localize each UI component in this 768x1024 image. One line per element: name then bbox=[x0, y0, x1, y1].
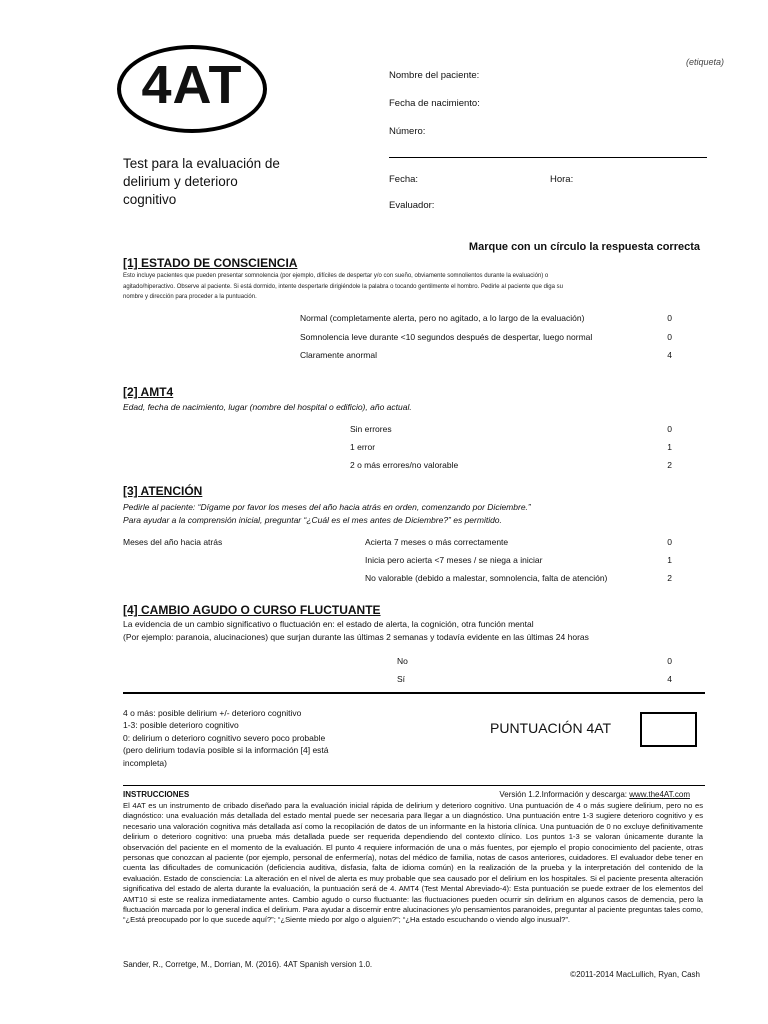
copyright-notice: ©2011-2014 MacLullich, Ryan, Cash bbox=[570, 970, 700, 979]
section-divider bbox=[123, 692, 705, 694]
field-hora: Hora: bbox=[550, 174, 574, 185]
s1-option-1: Normal (completamente alerta, pero no agitado, a lo largo de la evaluación) bbox=[300, 313, 585, 323]
s4-score-1: 0 bbox=[667, 656, 672, 666]
section-3-description-1: Pedirle al paciente: “Dígame por favor los meses del año hacia atrás en orden, comenzando por Diciembre.” bbox=[123, 502, 531, 512]
etiqueta-label: (etiqueta) bbox=[685, 57, 724, 67]
section-1-description: Esto incluye pacientes que pueden presentar somnolencia (por ejemplo, difíciles de despertar y/o con sueño, obviamente somnolientos durante la evaluación) o agitado/hiperactivo. Observe al paciente. Si está dormido, intente despertarle dirigiéndole la palabra o tocando gentilmente el hombro. Pedirle al paciente que diga su nombre y dirección para proceder a la puntuación. bbox=[123, 273, 563, 300]
s4-option-1: No bbox=[397, 656, 408, 666]
section-3-title: [3] ATENCIÓN bbox=[123, 484, 203, 498]
s3-score-3: 2 bbox=[667, 573, 672, 583]
s3-option-3: No valorable (debido a malestar, somnolencia, falta de atención) bbox=[365, 573, 608, 583]
test-subtitle: Test para la evaluación de delirium y deterioro cognitivo bbox=[123, 156, 280, 207]
website-link[interactable]: www.the4AT.com bbox=[629, 790, 690, 799]
field-fecha-nacimiento: Fecha de nacimiento: bbox=[389, 98, 480, 109]
field-evaluador: Evaluador: bbox=[389, 200, 435, 211]
s3-score-1: 0 bbox=[667, 537, 672, 547]
instructions-title: INSTRUCCIONES bbox=[123, 790, 190, 799]
s3-score-2: 1 bbox=[667, 555, 672, 565]
section-2-description: Edad, fecha de nacimiento, lugar (nombre del hospital o edificio), año actual. bbox=[123, 402, 412, 412]
section-3-description-2: Para ayudar a la comprensión inicial, preguntar “¿Cuál es el mes antes de Diciembre?” es permitido. bbox=[123, 515, 502, 525]
interp-line-2: 1-3: posible deterioro cognitivo bbox=[123, 720, 239, 731]
field-numero: Número: bbox=[389, 126, 426, 137]
logo-text: 4AT bbox=[141, 55, 243, 115]
instructions-body: El 4AT es un instrumento de cribado diseñado para la evaluación inicial rápida de delirium y deterioro cognitivo. Una puntuación de 4 o más sugiere delirium, pero no es diagnóstico: una evaluación más detallada del estado mental puede ser necesaria para llegar a un diagnóstico. Una puntuación entre 1-3 sugiere deterioro cognitivo y es necesario una valoración cognitiva más detallada así como la recopilación de datos de un informante en la historia clínica. Una puntuación de 0 no excluye definitivamente delirium o deterioro cognitivo: una prueba más detallada puede ser requerida dependiendo del contexto clínico. Los puntos 1-3 se valoran únicamente durante la observación del paciente en el momento de la evaluación. El punto 4 requiere información de una o más fuentes, por ejemplo el propio conocimiento del paciente, otras personas que conozcan al paciente (por ejemplo, personal de enfermería), notas del médico de familia, notas de casos anteriores, cuidadores. El evaluador debe tener en cuenta las dificultades de comunicación (deficiencia auditiva, disfasia, falta de idioma común) en la realización de la prueba y la interpretación del contenido de la evaluación. Estado de consciencia: La alteración en el nivel de alerta es muy probable que sea causado por el delirium en los hospitales. Si el paciente presenta alteración significativa del estado de alerta durante la evaluación, la puntuación será de 4. AMT4 (Test Mental Abreviado-4): Esta puntuación se puede extraer de los elementos del AMT10 si este se realiza inmediatamente antes. Cambio agudo o curso fluctuante: las fluctuaciones pueden ocurrir sin delirium en algunos casos de demencia, pero la fluctuación marcada por lo general indica el delirium. Para ayudar a discernir entre alucinaciones y/o pensamientos paranoides, preguntar al paciente preguntas tales como, “¿Está preocupado por lo que sucede aquí?”; “¿Siente miedo por algo o alguien?”; “¿Ha estado escuchando o viendo algo inusual?”. bbox=[123, 801, 703, 925]
field-fecha: Fecha: bbox=[389, 174, 419, 185]
reference-citation: Sander, R., Corretge, M., Dorrian, M. (2016). 4AT Spanish version 1.0. bbox=[123, 960, 373, 969]
s2-option-2: 1 error bbox=[350, 442, 376, 452]
section-4-description-2: (Por ejemplo: paranoia, alucinaciones) que surjan durante las últimas 2 semanas y todavía evidente en las últimas 24 horas bbox=[123, 632, 589, 642]
interp-line-4: (pero delirium todavía posible si la información [4] está bbox=[123, 745, 329, 756]
interp-line-1: 4 o más: posible delirium +/- deterioro cognitivo bbox=[123, 708, 302, 718]
s2-score-3: 2 bbox=[667, 460, 672, 470]
section-4-description-1: La evidencia de un cambio significativo o fluctuación en: el estado de alerta, la cognición, otra función mental bbox=[123, 619, 534, 629]
score-label: PUNTUACIÓN 4AT bbox=[490, 720, 612, 736]
field-nombre: Nombre del paciente: bbox=[389, 70, 480, 81]
s3-left-label: Meses del año hacia atrás bbox=[123, 537, 223, 547]
s4-option-2: Sí bbox=[397, 674, 406, 684]
s1-score-2: 0 bbox=[667, 332, 672, 342]
section-2-title: [2] AMT4 bbox=[123, 385, 174, 399]
s3-option-2: Inicia pero acierta <7 meses / se niega a iniciar bbox=[365, 555, 543, 565]
s2-score-1: 0 bbox=[667, 424, 672, 434]
interp-line-5: incompleta) bbox=[123, 757, 167, 768]
s2-option-1: Sin errores bbox=[350, 424, 392, 434]
section-1-title: [1] ESTADO DE CONSCIENCIA bbox=[123, 256, 298, 270]
score-interpretation bbox=[123, 707, 383, 769]
s1-option-3: Claramente anormal bbox=[300, 350, 378, 360]
s2-score-2: 1 bbox=[667, 442, 672, 452]
version-text: Versión 1.2.Información y descarga: bbox=[499, 790, 627, 799]
label-divider bbox=[389, 157, 707, 158]
score-box[interactable] bbox=[640, 712, 697, 747]
s1-score-1: 0 bbox=[667, 313, 672, 323]
s1-score-3: 4 bbox=[667, 350, 672, 360]
s2-option-3: 2 o más errores/no valorable bbox=[350, 460, 459, 470]
s3-option-1: Acierta 7 meses o más correctamente bbox=[365, 537, 509, 547]
version-info bbox=[430, 790, 690, 799]
interp-line-3: 0: delirium o deterioro cognitivo severo poco probable bbox=[123, 732, 326, 743]
s4-score-2: 4 bbox=[667, 674, 672, 684]
s1-option-2: Somnolencia leve durante <10 segundos después de despertar, luego normal bbox=[300, 332, 593, 342]
instructions-divider bbox=[123, 785, 705, 786]
section-4-title: [4] CAMBIO AGUDO O CURSO FLUCTUANTE bbox=[123, 603, 381, 617]
circle-instruction: Marque con un círculo la respuesta correcta bbox=[468, 241, 700, 253]
